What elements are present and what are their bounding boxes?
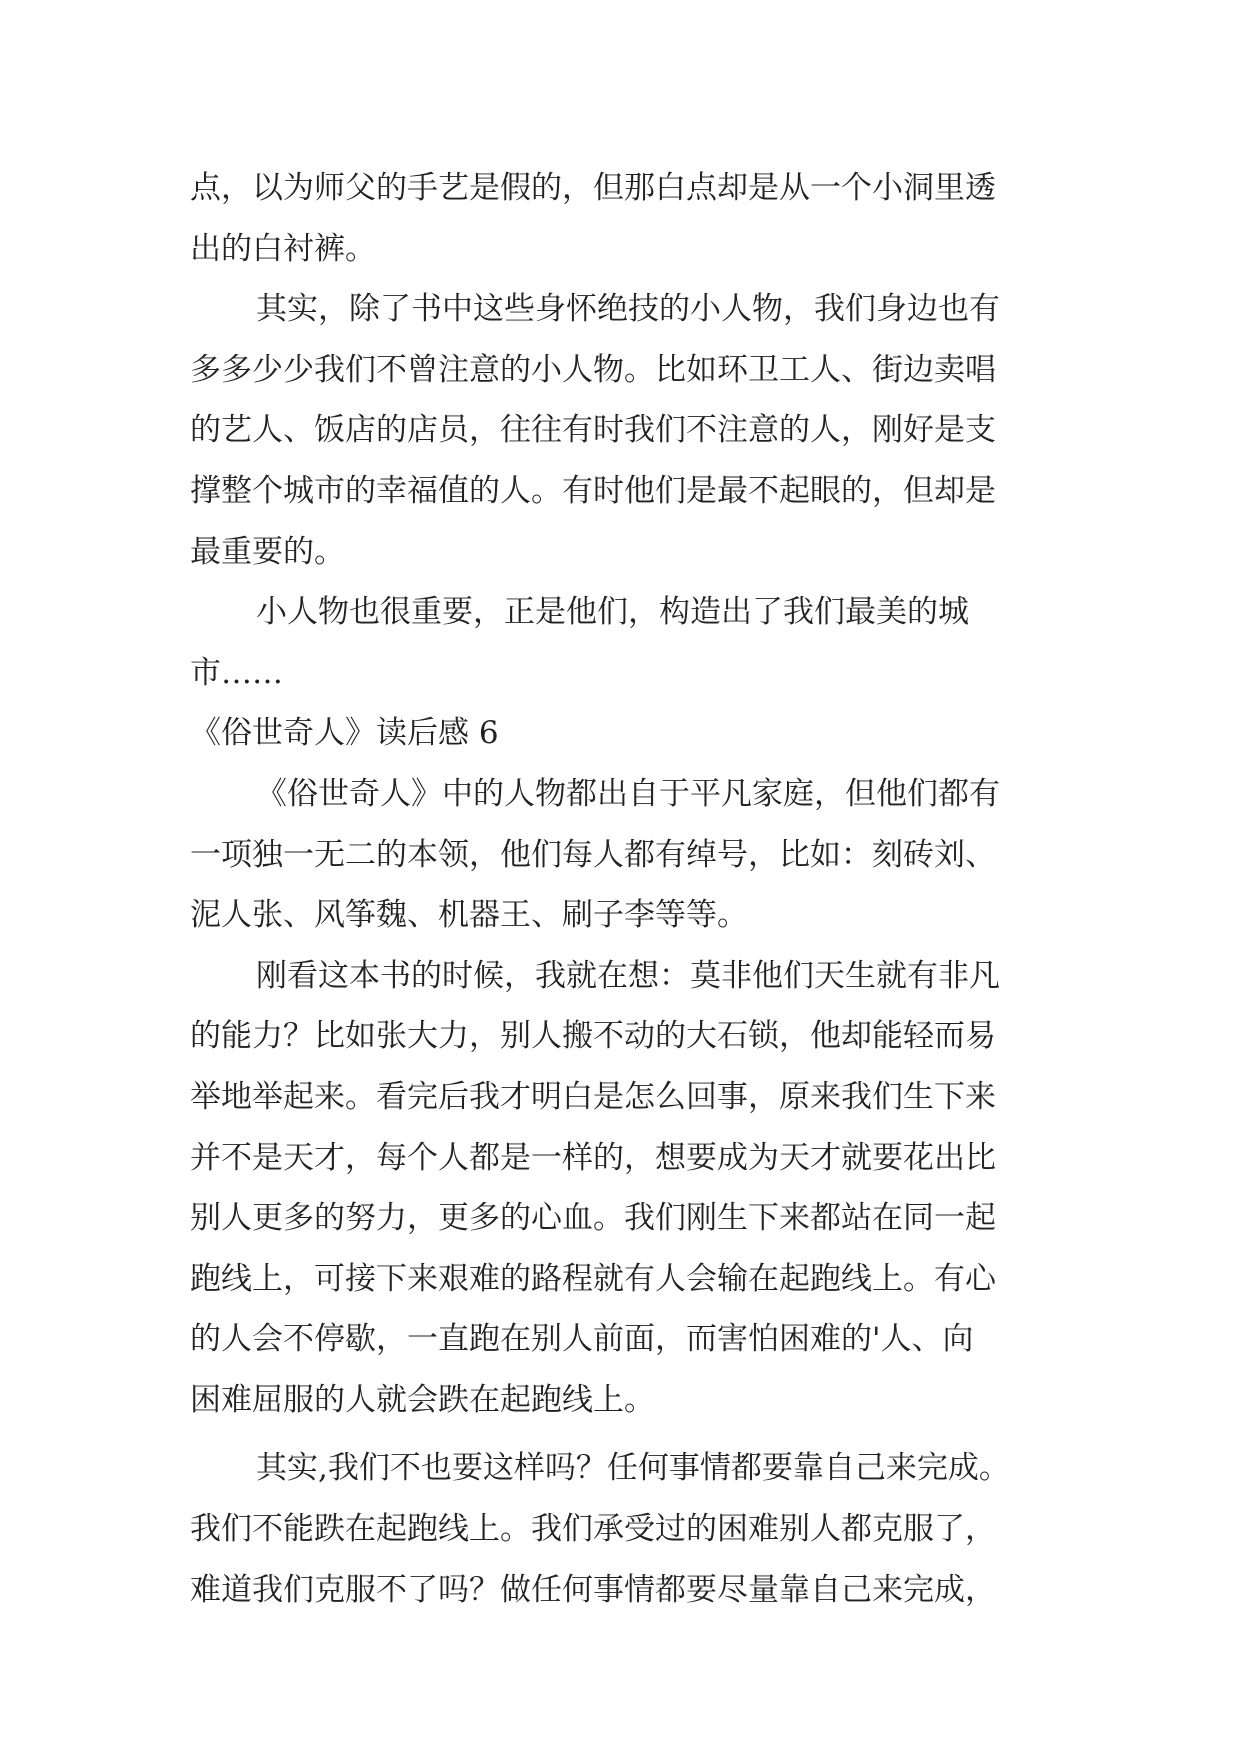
paragraph-continued xyxy=(190,158,1070,279)
text-line: 刚看这本书的时候，我就在想：莫非他们天生就有非凡 xyxy=(256,957,1000,994)
text-line: 多多少少我们不曾注意的小人物。比如环卫工人、街边卖唱 xyxy=(190,351,996,388)
document-body xyxy=(190,158,1070,1620)
text-line: 的艺人、饭店的店员，往往有时我们不注意的人，刚好是支 xyxy=(190,412,996,449)
text-line: 点，以为师父的手艺是假的，但那白点却是从一个小洞里透 xyxy=(190,170,996,206)
text-line: 别人更多的努力，更多的心血。我们刚生下来都站在同一起 xyxy=(190,1200,996,1237)
text-line: 的能力？比如张大力，别人搬不动的大石锁，他却能轻而易 xyxy=(190,1018,996,1055)
text-line: 市…… xyxy=(190,654,283,691)
text-line: 其实,我们不也要这样吗？任何事情都要靠自己来完成。 xyxy=(256,1450,1010,1487)
text-line: 出的白衬裤。 xyxy=(190,230,376,267)
text-line: 小人物也很重要，正是他们，构造出了我们最美的城 xyxy=(256,594,969,631)
text-line: 《俗世奇人》中的人物都出自于平凡家庭，但他们都有 xyxy=(256,775,1000,812)
text-line: 其实，除了书中这些身怀绝技的小人物，我们身边也有 xyxy=(256,291,1000,328)
text-line: 撑整个城市的幸福值的人。有时他们是最不起眼的，但却是 xyxy=(190,472,996,509)
paragraph-small-people xyxy=(190,279,1070,582)
text-line: 举地举起来。看完后我才明白是怎么回事，原来我们生下来 xyxy=(190,1078,996,1115)
text-line: 困难屈服的人就会跌在起跑线上。 xyxy=(190,1381,655,1418)
text-line: 一项独一无二的本领，他们每人都有绰号，比如：刻砖刘、 xyxy=(190,836,996,873)
text-line: 的人会不停歇，一直跑在别人前面，而害怕困难的'人、向 xyxy=(190,1321,974,1358)
section-heading: 《俗世奇人》读后感 6 xyxy=(190,715,499,752)
text-line: 跑线上，可接下来艰难的路程就有人会输在起跑线上。有心 xyxy=(190,1260,996,1297)
section-paragraph-1 xyxy=(190,764,1070,946)
section-paragraph-2 xyxy=(190,946,1070,1431)
section-paragraph-3 xyxy=(190,1438,1070,1620)
text-line: 最重要的。 xyxy=(190,533,345,570)
text-line: 难道我们克服不了吗？做任何事情都要尽量靠自己来完成， xyxy=(190,1571,996,1608)
text-line: 我们不能跌在起跑线上。我们承受过的困难别人都克服了， xyxy=(190,1511,996,1548)
paragraph-gap xyxy=(190,1430,1070,1438)
text-line: 泥人张、风筝魏、机器王、刷子李等等。 xyxy=(190,897,748,934)
text-line: 并不是天才，每个人都是一样的，想要成为天才就要花出比 xyxy=(190,1139,996,1176)
paragraph-important xyxy=(190,582,1070,703)
